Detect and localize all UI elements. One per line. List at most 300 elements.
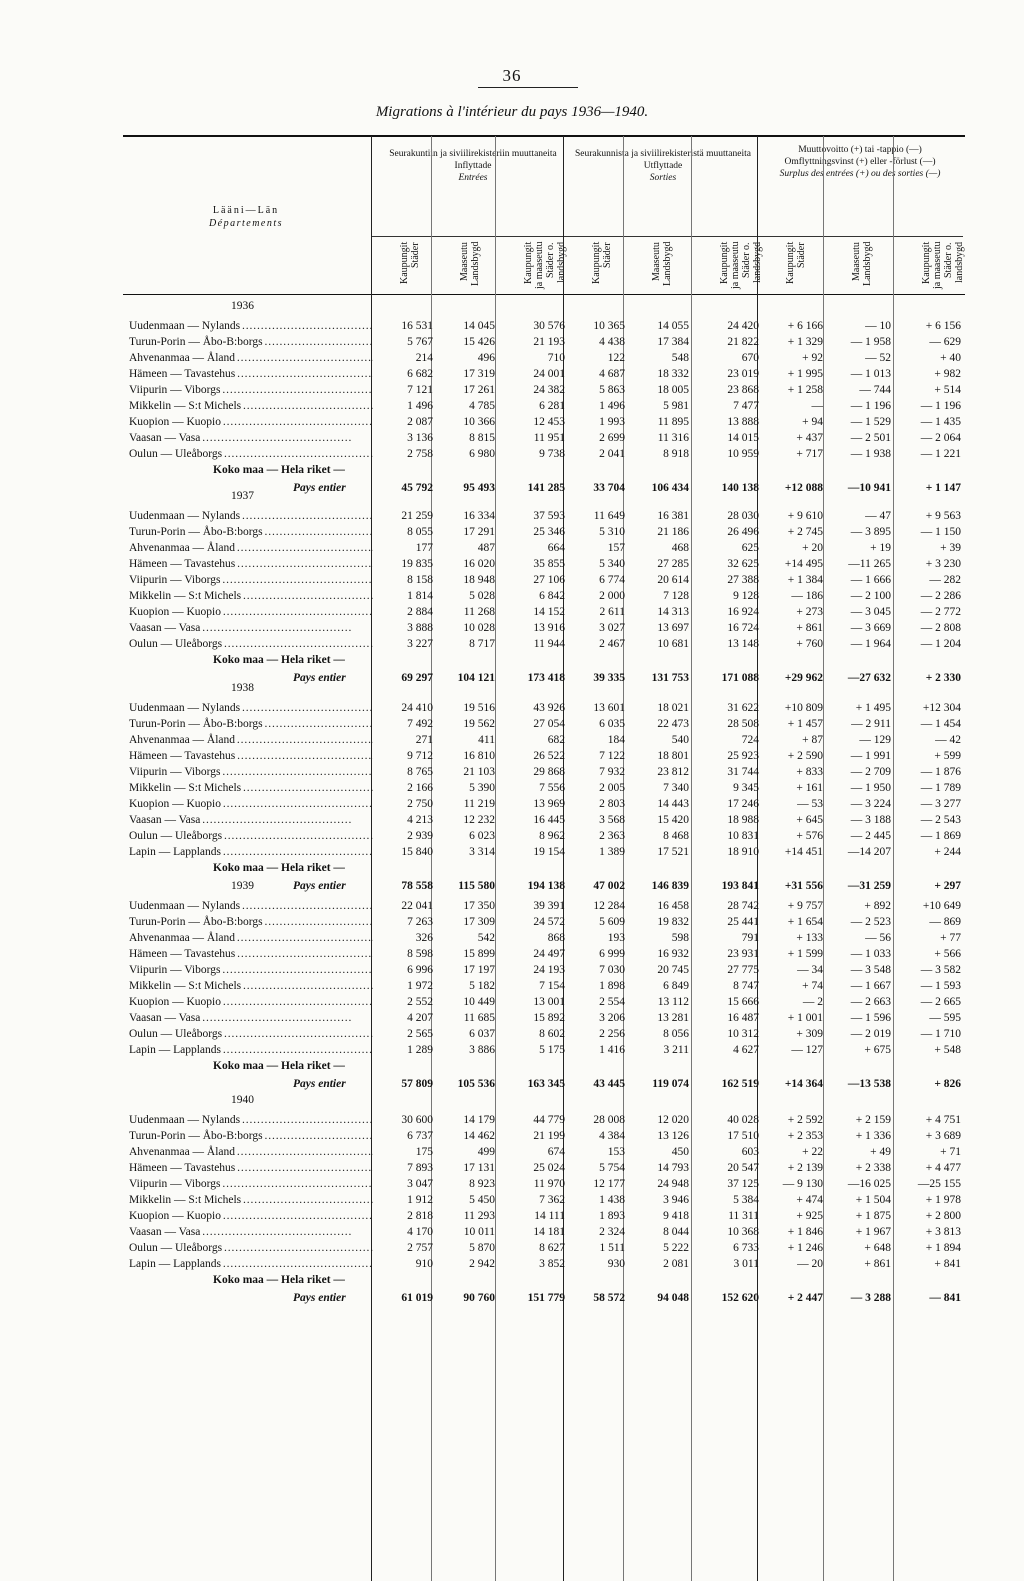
- total-cell: 141 285: [527, 482, 565, 494]
- table-cell: 10 368: [727, 1226, 759, 1238]
- group-header-balance: [757, 144, 963, 180]
- total-row-fr: [123, 1290, 965, 1306]
- table-cell: 3 852: [539, 1258, 565, 1270]
- department-name: Mikkelin — S:t Michels . . .: [129, 588, 373, 604]
- table-cell: + 94: [802, 416, 823, 428]
- table-cell: 24 193: [533, 964, 565, 976]
- table-cell: 6 682: [407, 368, 433, 380]
- table-cell: + 87: [802, 734, 823, 746]
- table-cell: 16 445: [533, 814, 565, 826]
- table-cell: 6 980: [469, 448, 495, 460]
- department-name: Ahvenanmaa — Åland . . .: [129, 350, 373, 366]
- table-cell: 2 699: [599, 432, 625, 444]
- department-name: Hämeen — Tavastehus . . .: [129, 748, 373, 764]
- table-cell: + 6 156: [925, 320, 961, 332]
- total-cell: 105 536: [457, 1078, 495, 1090]
- table-cell: 16 531: [401, 320, 433, 332]
- table-cell: — 42: [935, 734, 961, 746]
- total-label: Koko maa — Hela riket —: [213, 862, 345, 874]
- total-cell: 162 519: [721, 1078, 759, 1090]
- table-cell: + 9 610: [787, 510, 823, 522]
- table-cell: 450: [671, 1146, 689, 1158]
- table-cell: 17 261: [463, 384, 495, 396]
- table-cell: + 1 246: [787, 1242, 823, 1254]
- table-cell: + 760: [796, 638, 823, 650]
- department-name: Turun-Porin — Åbo-B:borgs . . .: [129, 1128, 373, 1144]
- total-label: Koko maa — Hela riket —: [213, 464, 345, 476]
- table-cell: 4 213: [407, 814, 433, 826]
- group-header-fi: Muuttovoitto (+) tai -tappio (—): [798, 145, 922, 155]
- table-cell: — 1 869: [920, 830, 961, 842]
- total-cell: + 1 147: [925, 482, 961, 494]
- table-cell: 17 309: [463, 916, 495, 928]
- column-header: Maaseutu Landsbygd: [651, 242, 673, 287]
- table-cell: 8 598: [407, 948, 433, 960]
- table-cell: — 2: [802, 996, 823, 1008]
- table-cell: —: [811, 400, 823, 412]
- table-cell: 20 614: [657, 574, 689, 586]
- table-cell: 35 855: [533, 558, 565, 570]
- table-cell: 8 055: [407, 526, 433, 538]
- table-cell: 542: [477, 932, 495, 944]
- total-label-fr: Pays entier: [293, 672, 346, 684]
- table-cell: — 1 991: [850, 750, 891, 762]
- table-cell: + 9 563: [925, 510, 961, 522]
- table-row: [123, 994, 965, 1010]
- table-cell: 3 047: [407, 1178, 433, 1190]
- table-row: [123, 978, 965, 994]
- table-row: [123, 1192, 965, 1208]
- table-cell: 5 390: [469, 782, 495, 794]
- total-cell: 94 048: [657, 1292, 689, 1304]
- table-cell: 1 438: [599, 1194, 625, 1206]
- table-cell: 17 246: [727, 798, 759, 810]
- table-cell: 1 898: [599, 980, 625, 992]
- table-cell: + 548: [934, 1044, 961, 1056]
- table-cell: — 1 964: [850, 638, 891, 650]
- table-cell: — 1 938: [850, 448, 891, 460]
- table-cell: — 9 130: [782, 1178, 823, 1190]
- table-cell: + 1 875: [855, 1210, 891, 1222]
- department-name: Kuopion — Kuopio . . .: [129, 1208, 373, 1224]
- table-cell: 24 420: [727, 320, 759, 332]
- table-cell: 16 487: [727, 1012, 759, 1024]
- table-cell: — 629: [929, 336, 961, 348]
- table-cell: 4 687: [599, 368, 625, 380]
- group-header-fr: Surplus des entrées (+) ou des sorties (—): [779, 169, 941, 179]
- table-cell: 4 384: [599, 1130, 625, 1142]
- table-cell: + 925: [796, 1210, 823, 1222]
- table-cell: + 1 457: [787, 718, 823, 730]
- table-cell: — 1 204: [920, 638, 961, 650]
- table-cell: 28 742: [727, 900, 759, 912]
- table-cell: + 645: [796, 814, 823, 826]
- table-cell: + 40: [940, 352, 961, 364]
- table-cell: 3 011: [733, 1258, 759, 1270]
- table-cell: 5 175: [539, 1044, 565, 1056]
- table-cell: 1 972: [407, 980, 433, 992]
- table-cell: 8 918: [663, 448, 689, 460]
- table-cell: 177: [415, 542, 433, 554]
- table-cell: 2 565: [407, 1028, 433, 1040]
- table-cell: + 1 654: [787, 916, 823, 928]
- table-cell: 598: [671, 932, 689, 944]
- table-cell: 2 324: [599, 1226, 625, 1238]
- table-cell: 7 556: [539, 782, 565, 794]
- table-cell: — 2 501: [850, 432, 891, 444]
- table-cell: 18 332: [657, 368, 689, 380]
- table-cell: + 982: [934, 368, 961, 380]
- table-cell: 10 365: [593, 320, 625, 332]
- total-cell: 104 121: [457, 672, 495, 684]
- table-cell: 43 926: [533, 702, 565, 714]
- table-cell: 6 035: [599, 718, 625, 730]
- table-cell: — 3 188: [850, 814, 891, 826]
- table-cell: 184: [607, 734, 625, 746]
- table-cell: 18 801: [657, 750, 689, 762]
- total-cell: 58 572: [593, 1292, 625, 1304]
- total-row: [123, 1272, 965, 1288]
- table-cell: + 3 813: [925, 1226, 961, 1238]
- table-cell: — 3 277: [920, 798, 961, 810]
- total-cell: +14 364: [784, 1078, 823, 1090]
- department-name: Mikkelin — S:t Michels . . .: [129, 978, 373, 994]
- table-cell: — 1 596: [850, 1012, 891, 1024]
- table-cell: 1 389: [599, 846, 625, 858]
- table-cell: — 129: [859, 734, 891, 746]
- group-header-fr: Sorties: [649, 173, 677, 183]
- table-row: [123, 398, 965, 414]
- page-number: 36: [0, 66, 1024, 86]
- table-cell: + 675: [864, 1044, 891, 1056]
- table-cell: 13 888: [727, 416, 759, 428]
- table-cell: + 2 800: [925, 1210, 961, 1222]
- table-cell: 15 892: [533, 1012, 565, 1024]
- table-cell: 14 045: [463, 320, 495, 332]
- department-name: Mikkelin — S:t Michels . . .: [129, 780, 373, 796]
- table-cell: 17 350: [463, 900, 495, 912]
- table-cell: + 39: [940, 542, 961, 554]
- table-cell: + 1 967: [855, 1226, 891, 1238]
- department-name: Uudenmaan — Nylands . . .: [129, 1112, 373, 1128]
- table-cell: + 309: [796, 1028, 823, 1040]
- table-cell: + 74: [802, 980, 823, 992]
- table-cell: 19 154: [533, 846, 565, 858]
- table-cell: + 2 353: [787, 1130, 823, 1142]
- total-label-fr: Pays entier: [293, 880, 346, 892]
- table-row: [123, 540, 965, 556]
- department-name: Turun-Porin — Åbo-B:borgs . . .: [129, 914, 373, 930]
- table-cell: 18 910: [727, 846, 759, 858]
- department-name: Mikkelin — S:t Michels . . .: [129, 1192, 373, 1208]
- department-name: Hämeen — Tavastehus . . .: [129, 946, 373, 962]
- table-cell: 30 600: [401, 1114, 433, 1126]
- table-row: [123, 732, 965, 748]
- table-cell: 1 814: [407, 590, 433, 602]
- table-cell: 16 020: [463, 558, 495, 570]
- table-cell: 15 840: [401, 846, 433, 858]
- table-row: [123, 572, 965, 588]
- table-cell: 9 738: [539, 448, 565, 460]
- table-cell: 724: [741, 734, 759, 746]
- table-cell: 6 774: [599, 574, 625, 586]
- table-cell: 2 363: [599, 830, 625, 842]
- total-cell: 47 002: [593, 880, 625, 892]
- table-cell: 930: [607, 1258, 625, 1270]
- table-cell: 15 426: [463, 336, 495, 348]
- table-row: [123, 748, 965, 764]
- table-cell: +10 649: [922, 900, 961, 912]
- table-cell: + 244: [934, 846, 961, 858]
- table-cell: + 1 504: [855, 1194, 891, 1206]
- table-cell: 12 453: [533, 416, 565, 428]
- department-name: Kuopion — Kuopio . . .: [129, 604, 373, 620]
- table-cell: 5 754: [599, 1162, 625, 1174]
- table-cell: 6 037: [469, 1028, 495, 1040]
- department-name: Ahvenanmaa — Åland . . .: [129, 732, 373, 748]
- table-cell: 23 868: [727, 384, 759, 396]
- table-cell: + 861: [796, 622, 823, 634]
- table-cell: — 186: [791, 590, 823, 602]
- table-cell: 2 818: [407, 1210, 433, 1222]
- table-cell: + 273: [796, 606, 823, 618]
- total-cell: 146 839: [651, 880, 689, 892]
- table-cell: 2 087: [407, 416, 433, 428]
- table-cell: 8 044: [663, 1226, 689, 1238]
- table-cell: 625: [741, 542, 759, 554]
- total-row: [123, 652, 965, 668]
- table-row: [123, 1208, 965, 1224]
- table-cell: 5 384: [733, 1194, 759, 1206]
- group-header-utflyttade: [573, 148, 753, 184]
- table-cell: 411: [478, 734, 495, 746]
- table-cell: + 576: [796, 830, 823, 842]
- table-cell: — 1 435: [920, 416, 961, 428]
- table-cell: 18 005: [657, 384, 689, 396]
- table-cell: 2 803: [599, 798, 625, 810]
- table-cell: 10 312: [727, 1028, 759, 1040]
- group-header-fi: Seurakuntiin ja siviilirekisteriin muuttaneita: [389, 149, 557, 159]
- table-cell: 7 893: [407, 1162, 433, 1174]
- table-cell: — 2 019: [850, 1028, 891, 1040]
- table-cell: 13 969: [533, 798, 565, 810]
- department-name: Lapin — Lapplands . . .: [129, 844, 373, 860]
- table-cell: 1 511: [599, 1242, 625, 1254]
- table-cell: 1 912: [407, 1194, 433, 1206]
- table-row: [123, 430, 965, 446]
- table-cell: 28 030: [727, 510, 759, 522]
- department-name: Ahvenanmaa — Åland . . .: [129, 930, 373, 946]
- table-row: [123, 1128, 965, 1144]
- table-cell: 8 765: [407, 766, 433, 778]
- table-cell: +10 809: [784, 702, 823, 714]
- table-cell: 5 222: [663, 1242, 689, 1254]
- table-cell: + 161: [796, 782, 823, 794]
- group-header-inflyttade: [383, 148, 563, 184]
- department-name: Vaasan — Vasa . . .: [129, 1010, 373, 1026]
- table-cell: + 3 689: [925, 1130, 961, 1142]
- total-label-fr: Pays entier: [293, 1078, 346, 1090]
- total-cell: 78 558: [401, 880, 433, 892]
- table-cell: 8 923: [469, 1178, 495, 1190]
- table-cell: 2 000: [599, 590, 625, 602]
- table-cell: — 1 876: [920, 766, 961, 778]
- table-cell: + 474: [796, 1194, 823, 1206]
- table-cell: + 2 139: [787, 1162, 823, 1174]
- total-cell: 131 753: [651, 672, 689, 684]
- table-cell: — 2 286: [920, 590, 961, 602]
- department-name: Viipurin — Viborgs . . .: [129, 962, 373, 978]
- table-cell: 14 055: [657, 320, 689, 332]
- table-cell: — 1 033: [850, 948, 891, 960]
- table-cell: + 20: [802, 542, 823, 554]
- table-cell: — 1 454: [920, 718, 961, 730]
- department-name: Vaasan — Vasa . . .: [129, 812, 373, 828]
- table-cell: 5 870: [469, 1242, 495, 1254]
- table-cell: 8 602: [539, 1028, 565, 1040]
- table-cell: 14 152: [533, 606, 565, 618]
- table-cell: 26 496: [727, 526, 759, 538]
- table-cell: — 2 445: [850, 830, 891, 842]
- total-cell: 90 760: [463, 1292, 495, 1304]
- table-cell: 5 310: [599, 526, 625, 538]
- table-cell: 23 812: [657, 766, 689, 778]
- table-cell: — 52: [865, 352, 891, 364]
- table-cell: 6 023: [469, 830, 495, 842]
- year-label: 1938: [231, 682, 254, 694]
- table-cell: 16 724: [727, 622, 759, 634]
- group-header-sv: Utflyttade: [643, 161, 683, 171]
- table-cell: 11 219: [463, 798, 495, 810]
- table-cell: 682: [547, 734, 565, 746]
- department-name: Ahvenanmaa — Åland . . .: [129, 540, 373, 556]
- department-name: Uudenmaan — Nylands . . .: [129, 318, 373, 334]
- table-cell: + 1 978: [925, 1194, 961, 1206]
- table-cell: + 3 230: [925, 558, 961, 570]
- table-cell: 11 970: [533, 1178, 565, 1190]
- table-cell: + 133: [796, 932, 823, 944]
- table-cell: 19 832: [657, 916, 689, 928]
- table-cell: 157: [607, 542, 625, 554]
- table-row: [123, 620, 965, 636]
- table-cell: — 1 196: [850, 400, 891, 412]
- table-cell: 20 547: [727, 1162, 759, 1174]
- table-cell: 37 593: [533, 510, 565, 522]
- table-cell: 30 576: [533, 320, 565, 332]
- table-cell: 910: [415, 1258, 433, 1270]
- table-cell: — 2 100: [850, 590, 891, 602]
- table-cell: 11 951: [533, 432, 565, 444]
- column-header: Maaseutu Landsbygd: [459, 242, 481, 287]
- table-cell: 17 384: [657, 336, 689, 348]
- table-cell: + 2 592: [787, 1114, 823, 1126]
- table-cell: + 2 159: [855, 1114, 891, 1126]
- table-cell: 540: [671, 734, 689, 746]
- table-row: [123, 556, 965, 572]
- department-name: Oulun — Uleåborgs . . .: [129, 1026, 373, 1042]
- table-cell: 27 106: [533, 574, 565, 586]
- table-cell: 27 775: [727, 964, 759, 976]
- table-cell: + 71: [940, 1146, 961, 1158]
- table-cell: — 47: [865, 510, 891, 522]
- total-cell: + 297: [934, 880, 961, 892]
- table-row: [123, 588, 965, 604]
- table-row: [123, 524, 965, 540]
- table-cell: + 1 258: [787, 384, 823, 396]
- table-cell: 6 733: [733, 1242, 759, 1254]
- table-cell: 7 492: [407, 718, 433, 730]
- table-cell: — 2 808: [920, 622, 961, 634]
- page-title: Migrations à l'intérieur du pays 1936—1940.: [375, 104, 649, 120]
- table-cell: 664: [547, 542, 565, 554]
- table-cell: + 566: [934, 948, 961, 960]
- table-row: [123, 844, 965, 860]
- table-cell: 12 232: [463, 814, 495, 826]
- department-name: Oulun — Uleåborgs . . .: [129, 446, 373, 462]
- table-cell: 25 923: [727, 750, 759, 762]
- total-cell: — 841: [929, 1292, 961, 1304]
- total-cell: 106 434: [651, 482, 689, 494]
- department-name: Vaasan — Vasa . . .: [129, 1224, 373, 1240]
- department-name: Ahvenanmaa — Åland . . .: [129, 1144, 373, 1160]
- table-cell: + 1 001: [787, 1012, 823, 1024]
- table-cell: 26 522: [533, 750, 565, 762]
- table-row: [123, 350, 965, 366]
- table-cell: — 1 150: [920, 526, 961, 538]
- table-cell: 7 154: [539, 980, 565, 992]
- table-cell: 9 712: [407, 750, 433, 762]
- table-cell: 8 747: [733, 980, 759, 992]
- table-cell: 710: [547, 352, 565, 364]
- table-cell: 18 021: [657, 702, 689, 714]
- table-cell: + 22: [802, 1146, 823, 1158]
- table-cell: 3 888: [407, 622, 433, 634]
- total-cell: 140 138: [721, 482, 759, 494]
- table-row: [123, 898, 965, 914]
- total-cell: — 3 288: [850, 1292, 891, 1304]
- column-header: Kaupungit Städer: [399, 242, 421, 285]
- table-cell: — 595: [929, 1012, 961, 1024]
- table-cell: 3 568: [599, 814, 625, 826]
- table-cell: 15 666: [727, 996, 759, 1008]
- table-cell: 271: [415, 734, 433, 746]
- total-cell: + 2 330: [925, 672, 961, 684]
- table-cell: 37 125: [727, 1178, 759, 1190]
- table-cell: 326: [415, 932, 433, 944]
- table-cell: 7 030: [599, 964, 625, 976]
- table-cell: 19 562: [463, 718, 495, 730]
- table-row: [123, 700, 965, 716]
- table-cell: — 1 221: [920, 448, 961, 460]
- table-cell: — 3 224: [850, 798, 891, 810]
- table-cell: + 1 336: [855, 1130, 891, 1142]
- table-cell: 16 458: [657, 900, 689, 912]
- table-cell: + 1 894: [925, 1242, 961, 1254]
- table-cell: 6 281: [539, 400, 565, 412]
- table-cell: 29 868: [533, 766, 565, 778]
- table-cell: 22 473: [657, 718, 689, 730]
- table-cell: 7 340: [663, 782, 689, 794]
- department-name: Kuopion — Kuopio . . .: [129, 414, 373, 430]
- table-cell: 17 131: [463, 1162, 495, 1174]
- table-cell: 3 227: [407, 638, 433, 650]
- table-cell: 27 388: [727, 574, 759, 586]
- department-name: Oulun — Uleåborgs . . .: [129, 828, 373, 844]
- column-header: Kaupungit Städer: [591, 242, 613, 285]
- table-cell: 1 893: [599, 1210, 625, 1222]
- table-cell: — 2 665: [920, 996, 961, 1008]
- table-cell: 13 601: [593, 702, 625, 714]
